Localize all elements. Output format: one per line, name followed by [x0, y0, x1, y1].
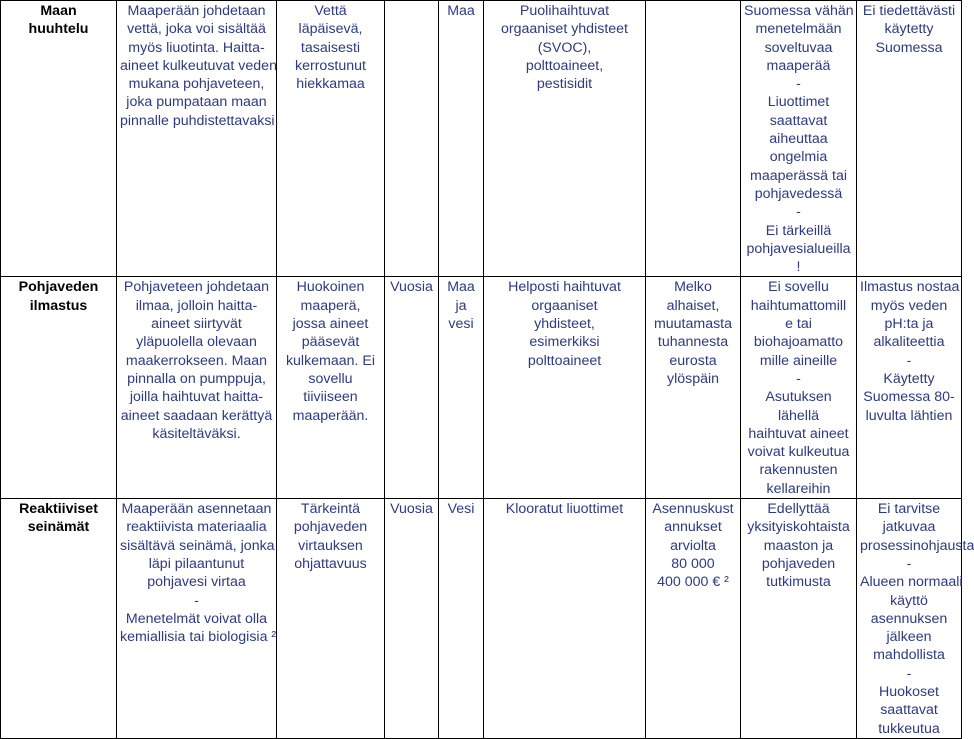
cell-text-line: 80 000 [671, 555, 715, 572]
cell-text-line: Asutuksen [765, 389, 832, 406]
cell-text-line: ilmastus [29, 297, 88, 314]
description-cell [117, 277, 277, 499]
cell-text-line: muutamasta [653, 316, 733, 333]
duration-cell [385, 277, 439, 499]
cell-text-line: - [796, 370, 801, 387]
cell-text-line: Maan [40, 3, 77, 19]
cell-text-line: biohajoamatto [753, 334, 844, 351]
cell-text-line: annukset [664, 519, 722, 536]
cell-text-line: mahdollista [873, 647, 945, 664]
cell-text-line: pestisidit [536, 76, 593, 93]
limitations-cell [741, 277, 857, 499]
cell-text-line: maaperässä tai [750, 167, 847, 184]
cell-text-line: prosessinohjausta [860, 537, 974, 554]
cell-text-line: Huokoinen [296, 279, 365, 296]
cell-text-line: yläpuolella olevaan [136, 334, 257, 351]
cell-text-line: tukkeutua [878, 720, 940, 737]
cell-text-line: ylöspäin [666, 370, 720, 387]
contaminants-cell [484, 277, 646, 499]
cell-text-line: vesi [448, 316, 474, 333]
table-row [1, 499, 962, 739]
cost-cell [646, 277, 741, 499]
cell-text-line: Ei tarvitse [877, 501, 941, 518]
cell-text-line: aineet kulkeutuvat veden [120, 57, 277, 74]
cell-text-line: pinnalla on pumppuja, [127, 370, 266, 387]
cell-text-line: Huokoset [879, 683, 939, 700]
cell-text-line: eurosta [669, 352, 717, 369]
cell-text-line: Klooratut liuottimet [505, 501, 624, 518]
soil-type-cell [277, 277, 385, 499]
contaminants-cell [484, 1, 646, 277]
description-cell [117, 1, 277, 277]
cell-text-line: pohjavesialueilla [746, 240, 851, 257]
cell-text-line: Maaperään johdetaan [127, 3, 266, 19]
cell-text-line: luvulta lähtien [865, 407, 953, 424]
cell-text-line: saattavat [880, 702, 938, 719]
cell-text-line: yhdisteet, [534, 316, 595, 333]
cell-text-line: käytetty [884, 21, 934, 38]
cell-text-line: Pohjaveden [18, 279, 99, 296]
cell-text-line: (SVOC), [537, 39, 592, 56]
notes-cell [857, 499, 974, 739]
cell-text-line: Pohjaveteen johdetaan [123, 279, 270, 296]
table-row [1, 1, 962, 277]
cost-cell [646, 499, 741, 739]
cell-text-line: Vuosia [390, 279, 433, 296]
cell-text-line: 400 000 € ² [657, 574, 729, 591]
cell-text-line: tuhannesta [657, 334, 729, 351]
cell-text-line: käyttö [890, 592, 928, 609]
cell-text-line: vettä, joka voi sisältää [127, 21, 266, 38]
medium-cell [439, 277, 484, 499]
cell-text-line: Asennuskust [652, 501, 734, 518]
cell-text-line: sisältävä seinämä, jonka [120, 537, 275, 554]
cell-text-line: Suomessa [875, 39, 943, 56]
cell-text-line: seinämät [27, 519, 90, 536]
cell-text-line: Melko [674, 279, 712, 296]
cell-text-line: - [906, 555, 912, 572]
cell-text-line: Vettä [314, 3, 347, 19]
cell-text-line: soveltuvaa [764, 39, 833, 56]
cell-text-line: aineet siirtyvät [151, 316, 242, 333]
soil-type-cell [277, 499, 385, 739]
cell-text-line: pohjavesi virtaa [147, 574, 246, 591]
cell-text-line: lähellä [777, 407, 820, 424]
cell-text-line: voivat kulkeutua [747, 444, 850, 461]
cell-text-line: rakennusten [759, 462, 838, 479]
cell-text-line: tiiviiseen [303, 389, 358, 406]
duration-cell [385, 499, 439, 739]
cell-text-line: jossa aineet [292, 316, 369, 333]
cell-text-line: e tai [785, 316, 812, 333]
cell-text-line: haihtuvat aineet [748, 425, 849, 442]
cell-text-line: Käytetty [883, 370, 935, 387]
cell-text-line: pohjavedessä [754, 185, 843, 202]
cell-text-line: aineet saadaan kerättyä [120, 407, 273, 424]
method-name-cell [1, 499, 117, 739]
cell-text-line: Tärkeintä [300, 501, 361, 518]
cell-text-line: huuhtelu [28, 21, 89, 38]
limitations-cell [741, 499, 857, 739]
cell-text-line: myös liuotinta. Haitta- [128, 39, 265, 56]
cell-text-line: joka pumpataan maan [126, 94, 267, 111]
cell-text-line: Edellyttää [767, 501, 830, 518]
cell-text-line: pH:ta ja [884, 316, 934, 333]
cell-text-line: kerrostunut [295, 57, 366, 74]
cell-text-line: asennuksen [870, 610, 948, 627]
cell-text-line: Reaktiiviset [19, 501, 98, 518]
cell-text-line: Suomessa 80- [863, 389, 955, 406]
cell-text-line: maaston ja [763, 537, 834, 554]
cell-text-line: ongelmia [769, 149, 828, 166]
cell-text-line: Maa [447, 279, 475, 296]
cell-text-line: käsiteltäväksi. [152, 425, 241, 442]
contaminants-cell [484, 499, 646, 739]
cell-text-line: arviolta [670, 537, 716, 554]
cell-text-line: ilmaa, jolloin haitta- [135, 297, 258, 314]
cell-text-line: pohjaveden [293, 519, 368, 536]
cell-text-line: Menetelmät voivat olla [125, 610, 268, 627]
cell-text-line: kellareihin [766, 480, 831, 497]
table-row [1, 277, 962, 499]
limitations-cell [741, 1, 857, 277]
cost-cell [646, 1, 741, 277]
cell-text-line: Ilmastus nostaa [860, 279, 960, 296]
cell-text-line: tutkimusta [766, 574, 831, 591]
cell-text-line: alhaiset, [666, 297, 720, 314]
duration-cell [385, 1, 439, 277]
cell-text-line: - [906, 665, 912, 682]
cell-text-line: kulkemaan. Ei [285, 352, 376, 369]
cell-text-line: reaktiivista materiaalia [126, 519, 267, 536]
soil-type-cell [277, 1, 385, 277]
cell-text-line: esimerkiksi [529, 334, 600, 351]
cell-text-line: Ei tärkeillä [765, 222, 832, 239]
medium-cell [439, 499, 484, 739]
cell-text-line: Maa [447, 3, 475, 19]
description-cell [117, 499, 277, 739]
table-body [1, 1, 974, 739]
notes-cell [857, 1, 962, 277]
cell-text-line: pohjaveden [761, 555, 836, 572]
cell-text-line: tasaisesti [300, 39, 361, 56]
cell-text-line: Ei sovellu [768, 279, 829, 296]
cell-text-line: Alueen normaali [860, 574, 963, 591]
cell-text-line: maaperää [766, 57, 831, 74]
cell-text-line: Ei tiedettävästi [862, 3, 956, 19]
medium-cell [439, 1, 484, 277]
cell-text-line: Maaperään asennetaan [121, 501, 272, 518]
cell-text-line: orgaaniset yhdisteet [501, 21, 628, 38]
cell-text-line: - [194, 592, 199, 609]
cell-text-line: maaperä, [300, 297, 361, 314]
cell-text-line: polttoaineet, [525, 57, 604, 74]
cell-text-line: jatkuvaa [882, 519, 936, 536]
notes-cell [857, 277, 962, 499]
cell-text-line: polttoaineet [527, 352, 602, 369]
cell-text-line: yksityiskohtaista [747, 519, 850, 536]
cell-text-line: mukana pohjaveteen, [128, 76, 265, 93]
method-name-cell [1, 1, 117, 277]
cell-text-line: ja [455, 297, 467, 314]
cell-text-line: - [906, 352, 912, 369]
cell-text-line: ! [796, 259, 801, 276]
method-name-cell [1, 277, 117, 499]
cell-text-line: Vesi [447, 501, 475, 518]
cell-text-line: haihtumattomill [750, 297, 847, 314]
cell-text-line: saattavat [769, 112, 828, 129]
cell-text-line: Puolihaihtuvat [519, 3, 610, 19]
cell-text-line: myös veden [870, 297, 948, 314]
cell-text-line: läpi pilaantunut [148, 555, 245, 572]
cell-text-line: maaperään. [292, 407, 369, 424]
cell-text-line: maakerrokseen. Maan [125, 352, 268, 369]
cell-text-line: Suomessa vähän [744, 3, 854, 19]
cell-text-line: menetelmään [755, 21, 842, 38]
cell-text-line: pinnalle puhdistettavaksi. [120, 112, 279, 129]
cell-text-line: - [796, 204, 801, 221]
cell-text-line: Liuottimet [767, 94, 830, 111]
cell-text-line: hiekkamaa [296, 76, 365, 93]
cell-text-line: alkaliteettia [873, 334, 945, 351]
cell-text-line: mille aineille [759, 352, 838, 369]
cell-text-line: virtauksen [298, 537, 363, 554]
cell-text-line: aiheuttaa [769, 131, 828, 148]
cell-text-line: orgaaniset [531, 297, 598, 314]
cell-text-line: Helposti haihtuvat [508, 279, 621, 296]
cell-text-line: joilla haihtuvat haitta- [129, 389, 264, 406]
cell-text-line: Vuosia [390, 501, 433, 518]
cell-text-line: - [796, 76, 801, 93]
cell-text-line: sovellu [308, 370, 353, 387]
cell-text-line: kemiallisia tai biologisia ² [120, 629, 277, 646]
cell-text-line: jälkeen [886, 629, 932, 646]
cell-text-line: ohjattavuus [294, 555, 367, 572]
cell-text-line: läpäisevä, [298, 21, 363, 38]
cell-text-line: pääsevät [301, 334, 360, 351]
